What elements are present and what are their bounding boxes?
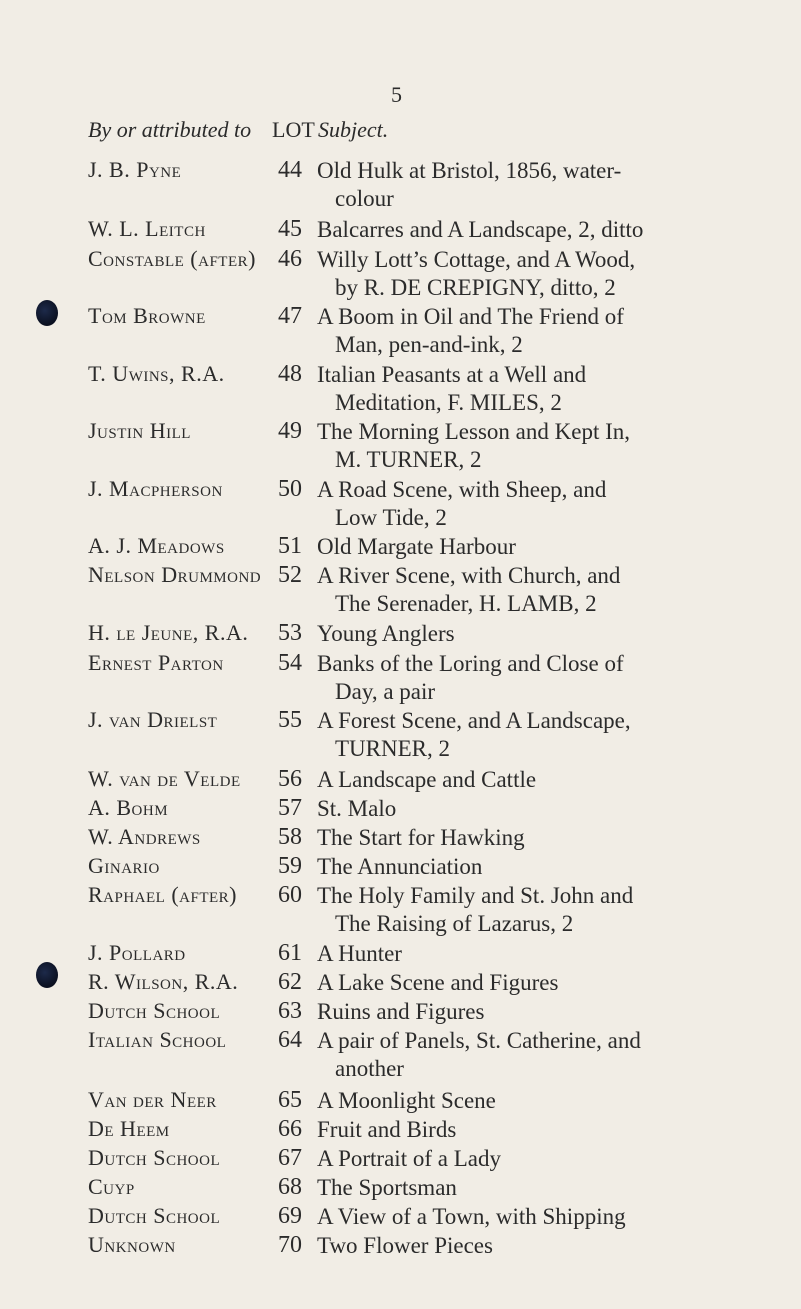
artist-name: W. L. Leitch [88,216,206,241]
artist-column-header: By or attributed to [88,117,252,142]
subject-line: Fruit and Birds [317,1117,457,1142]
table-row [0,707,801,761]
artist-name: Dutch School [88,998,221,1023]
artist-name: R. Wilson, R.A. [88,969,239,994]
subject-line: Old Hulk at Bristol, 1856, water- [317,158,622,183]
subject-text [317,766,795,794]
artist-name: Dutch School [88,1145,221,1170]
subject-line: A Portrait of a Lady [317,1146,501,1171]
lot-number: 50 [278,476,302,502]
subject-text [317,1174,795,1202]
table-row [0,969,801,999]
artist-name: H. le Jeune, R.A. [88,620,249,645]
subject-continuation: Meditation, F. MILES, 2 [335,389,562,415]
artist-name: Unknown [88,1232,176,1257]
table-row [0,246,801,300]
lot-number: 56 [278,766,302,792]
subject-continuation: M. TURNER, 2 [335,446,482,472]
subject-text [317,1203,795,1231]
lot-number: 57 [278,795,302,821]
table-row [0,620,801,650]
artist-name: Ernest Parton [88,650,224,675]
subject-text [317,476,795,531]
lot-number: 47 [278,303,302,329]
subject-text [317,1145,795,1173]
artist-name: Constable (after) [88,246,256,271]
subject-text [317,1087,795,1115]
lot-number: 63 [278,998,302,1024]
subject-line: A Road Scene, with Sheep, and [317,477,607,502]
lot-number: 59 [278,853,302,879]
subject-line: A Hunter [317,941,402,966]
subject-line: The Sportsman [317,1175,457,1200]
table-row [0,766,801,796]
subject-line: The Annunciation [317,854,483,879]
lot-number: 65 [278,1087,302,1113]
table-row [0,853,801,883]
subject-text [317,620,795,648]
lot-number: 44 [278,157,302,183]
subject-text [317,969,795,997]
subject-line: Ruins and Figures [317,999,485,1024]
subject-line: A Boom in Oil and The Friend of [317,304,624,329]
subject-line: Italian Peasants at a Well and [317,362,587,387]
subject-text [317,562,795,617]
lot-number: 54 [278,650,302,676]
subject-continuation: Man, pen-and-ink, 2 [335,331,523,357]
lot-number: 62 [278,969,302,995]
subject-line: Old Margate Harbour [317,534,516,559]
subject-text [317,882,795,937]
artist-name: Justin Hill [88,418,191,443]
lot-number: 46 [278,246,302,272]
subject-text [317,650,795,705]
artist-name: W. van de Velde [88,766,241,791]
subject-continuation: Day, a pair [335,678,436,704]
subject-text [317,246,795,301]
subject-line: The Morning Lesson and Kept In, [317,419,630,444]
subject-column-header: Subject. [318,117,389,142]
subject-text [317,216,795,244]
lot-number: 53 [278,620,302,646]
lot-number: 60 [278,882,302,908]
lot-number: 45 [278,216,302,242]
artist-name: A. Bohm [88,795,169,820]
subject-text [317,853,795,881]
subject-text [317,707,795,762]
subject-line: A pair of Panels, St. Catherine, and [317,1028,641,1053]
lot-number: 67 [278,1145,302,1171]
lot-number: 69 [278,1203,302,1229]
lot-number: 52 [278,562,302,588]
subject-line: The Start for Hawking [317,825,525,850]
table-row [0,361,801,415]
table-row [0,1232,801,1262]
subject-line: A Landscape and Cattle [317,767,537,792]
subject-text [317,824,795,852]
lot-number: 55 [278,707,302,733]
table-row [0,216,801,246]
artist-name: Dutch School [88,1203,221,1228]
subject-text [317,998,795,1026]
subject-continuation: by R. DE CREPIGNY, ditto, 2 [335,274,616,300]
table-row [0,1087,801,1117]
subject-text [317,1116,795,1144]
table-row [0,795,801,825]
lot-number: 70 [278,1232,302,1258]
artist-name: De Heem [88,1116,170,1141]
subject-line: A Forest Scene, and A Landscape, [317,708,631,733]
lot-number: 68 [278,1174,302,1200]
subject-line: St. Malo [317,796,397,821]
table-row [0,533,801,563]
subject-line: Banks of the Loring and Close of [317,651,624,676]
lot-column-header: LOT [272,117,315,142]
lot-number: 66 [278,1116,302,1142]
lot-number: 58 [278,824,302,850]
lot-number: 64 [278,1027,302,1053]
table-row [0,1203,801,1233]
table-row [0,157,801,211]
subject-continuation: another [335,1055,404,1081]
lot-number: 51 [278,533,302,559]
subject-line: Balcarres and A Landscape, 2, ditto [317,217,644,242]
artist-name: T. Uwins, R.A. [88,361,225,386]
subject-text [317,1232,795,1260]
subject-continuation: The Raising of Lazarus, 2 [335,910,574,936]
table-row [0,650,801,704]
subject-continuation: Low Tide, 2 [335,504,447,530]
table-row [0,418,801,472]
table-row [0,1027,801,1081]
subject-text [317,303,795,358]
subject-text [317,795,795,823]
table-row [0,476,801,530]
subject-text [317,1027,795,1082]
subject-text [317,157,795,212]
artist-name: Van der Neer [88,1087,217,1112]
table-row [0,882,801,936]
subject-text [317,940,795,968]
artist-name: Cuyp [88,1174,135,1199]
lot-number: 49 [278,418,302,444]
table-row [0,824,801,854]
subject-text [317,533,795,561]
subject-continuation: The Serenader, H. LAMB, 2 [335,590,597,616]
table-row [0,998,801,1028]
table-row [0,562,801,616]
artist-name: A. J. Meadows [88,533,225,558]
lot-number: 48 [278,361,302,387]
subject-continuation: colour [335,185,394,211]
artist-name: W. Andrews [88,824,201,849]
lot-number: 61 [278,940,302,966]
table-row [0,303,801,357]
table-row [0,1174,801,1204]
subject-line: The Holy Family and St. John and [317,883,634,908]
subject-text [317,418,795,473]
subject-line: Willy Lott’s Cottage, and A Wood, [317,247,636,272]
subject-line: A Lake Scene and Figures [317,970,559,995]
subject-text [317,361,795,416]
subject-line: Young Anglers [317,621,455,646]
artist-name: Italian School [88,1027,227,1052]
artist-name: J. Macpherson [88,476,223,501]
page-number: 5 [391,82,402,107]
subject-line: A View of a Town, with Shipping [317,1204,626,1229]
subject-line: A Moonlight Scene [317,1088,496,1113]
artist-name: J. Pollard [88,940,186,965]
subject-continuation: TURNER, 2 [335,735,450,761]
artist-name: J. van Drielst [88,707,218,732]
artist-name: J. B. Pyne [88,157,182,182]
table-row [0,940,801,970]
artist-name: Ginario [88,853,160,878]
table-row [0,1116,801,1146]
subject-line: Two Flower Pieces [317,1233,493,1258]
table-row [0,1145,801,1175]
artist-name: Tom Browne [88,303,206,328]
artist-name: Raphael (after) [88,882,237,907]
subject-line: A River Scene, with Church, and [317,563,621,588]
artist-name: Nelson Drummond [88,562,262,587]
